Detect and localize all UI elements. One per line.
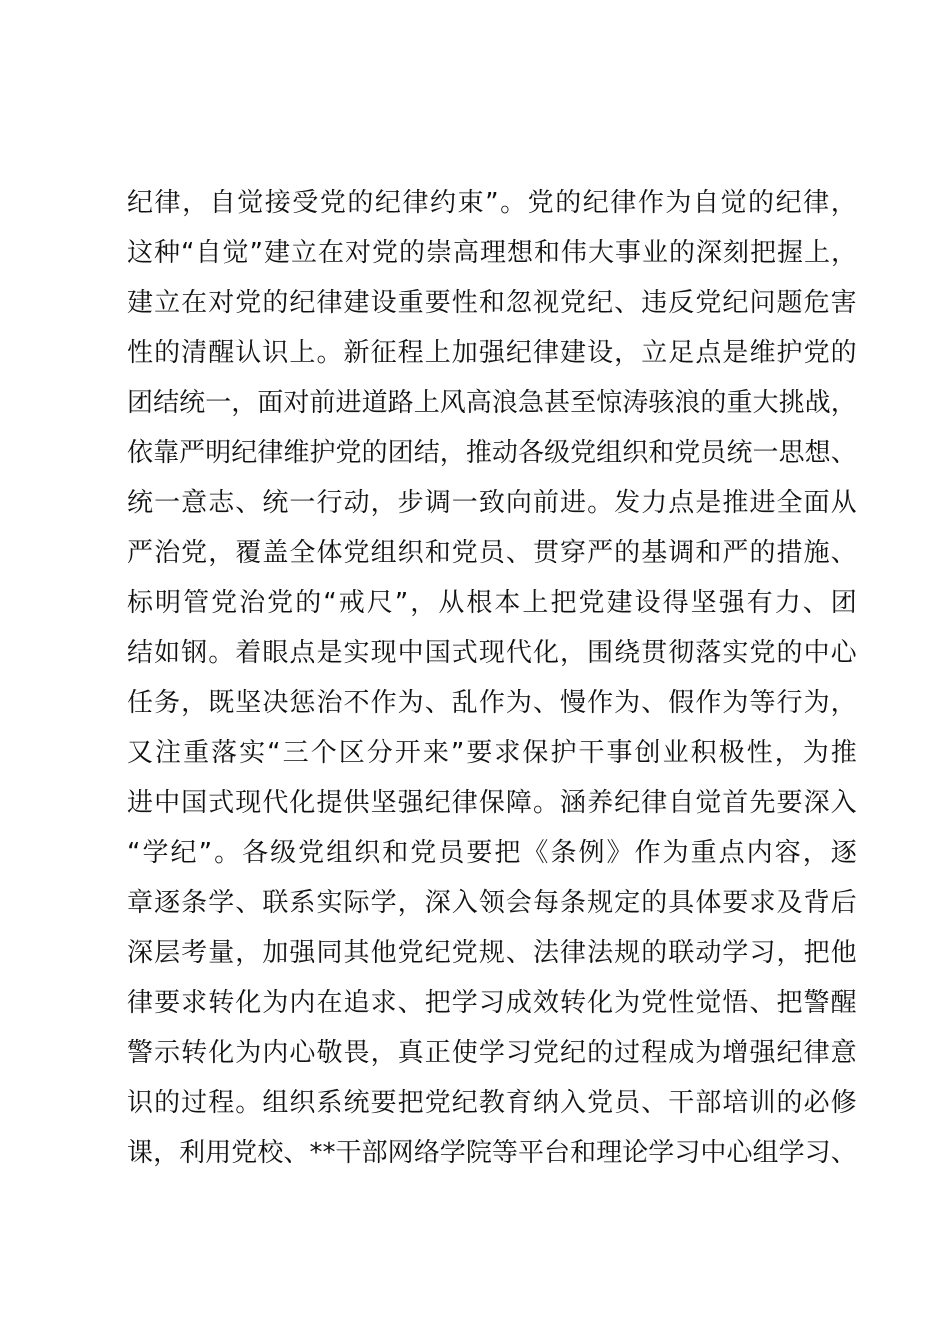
text-line: 性 的 清 醒 认 识 上 。 新 征 程 上 加 强 纪 律 建 设 ， 立 足 点 是 维 护 党 的	[127, 338, 857, 368]
text-line: 标 明 管 党 治 党 的 “ 戒 尺 ” ， 从 根 本 上 把 党 建 设 得 坚 强 有 力 、 团	[127, 588, 857, 618]
text-line: 警 示 转 化 为 内 心 敬 畏 ， 真 正 使 学 习 党 纪 的 过 程 成 为 增 强 纪 律 意	[127, 1038, 857, 1068]
body-text	[127, 178, 857, 1178]
text-line: 又 注 重 落 实 “ 三 个 区 分 开 来 ” 要 求 保 护 干 事 创 业 积 极 性 ， 为 推	[127, 738, 857, 768]
text-line: 团 结 统 一 ， 面 对 前 进 道 路 上 风 高 浪 急 甚 至 惊 涛 骇 浪 的 重 大 挑 战 ，	[127, 388, 857, 418]
text-line: 识 的 过 程 。 组 织 系 统 要 把 党 纪 教 育 纳 入 党 员 、 干 部 培 训 的 必 修	[127, 1088, 857, 1118]
text-line: 依 靠 严 明 纪 律 维 护 党 的 团 结 ， 推 动 各 级 党 组 织 和 党 员 统 一 思 想 、	[127, 438, 857, 468]
text-line: 章 逐 条 学 、 联 系 实 际 学 ， 深 入 领 会 每 条 规 定 的 具 体 要 求 及 背 后	[127, 888, 857, 918]
text-line: 结 如 钢 。 着 眼 点 是 实 现 中 国 式 现 代 化 ， 围 绕 贯 彻 落 实 党 的 中 心	[127, 638, 857, 668]
text-line: 深 层 考 量 ， 加 强 同 其 他 党 纪 党 规 、 法 律 法 规 的 联 动 学 习 ， 把 他	[127, 938, 857, 968]
text-line: 进 中 国 式 现 代 化 提 供 坚 强 纪 律 保 障 。 涵 养 纪 律 自 觉 首 先 要 深 入	[127, 788, 857, 818]
text-line: 统 一 意 志 、 统 一 行 动 ， 步 调 一 致 向 前 进 。 发 力 点 是 推 进 全 面 从	[127, 488, 857, 518]
text-line: 严 治 党 ， 覆 盖 全 体 党 组 织 和 党 员 、 贯 穿 严 的 基 调 和 严 的 措 施 、	[127, 538, 857, 568]
text-line: “ 学 纪 ” 。 各 级 党 组 织 和 党 员 要 把 《 条 例 》 作 为 重 点 内 容 ， 逐	[127, 838, 857, 868]
text-line: 纪 律 ， 自 觉 接 受 党 的 纪 律 约 束 ” 。 党 的 纪 律 作 为 自 觉 的 纪 律 ，	[127, 188, 857, 218]
text-line: 建 立 在 对 党 的 纪 律 建 设 重 要 性 和 忽 视 党 纪 、 违 反 党 纪 问 题 危 害	[127, 288, 857, 318]
text-line: 任 务 ， 既 坚 决 惩 治 不 作 为 、 乱 作 为 、 慢 作 为 、 假 作 为 等 行 为 ，	[127, 688, 857, 718]
text-line: 这 种 “ 自 觉 ” 建 立 在 对 党 的 崇 高 理 想 和 伟 大 事 业 的 深 刻 把 握 上 ，	[127, 238, 857, 268]
text-line: 课 ， 利 用 党 校 、 * * 干 部 网 络 学 院 等 平 台 和 理 论 学 习 中 心 组 学 习 、	[127, 1138, 857, 1168]
text-line: 律 要 求 转 化 为 内 在 追 求 、 把 学 习 成 效 转 化 为 党 性 觉 悟 、 把 警 醒	[127, 988, 857, 1018]
